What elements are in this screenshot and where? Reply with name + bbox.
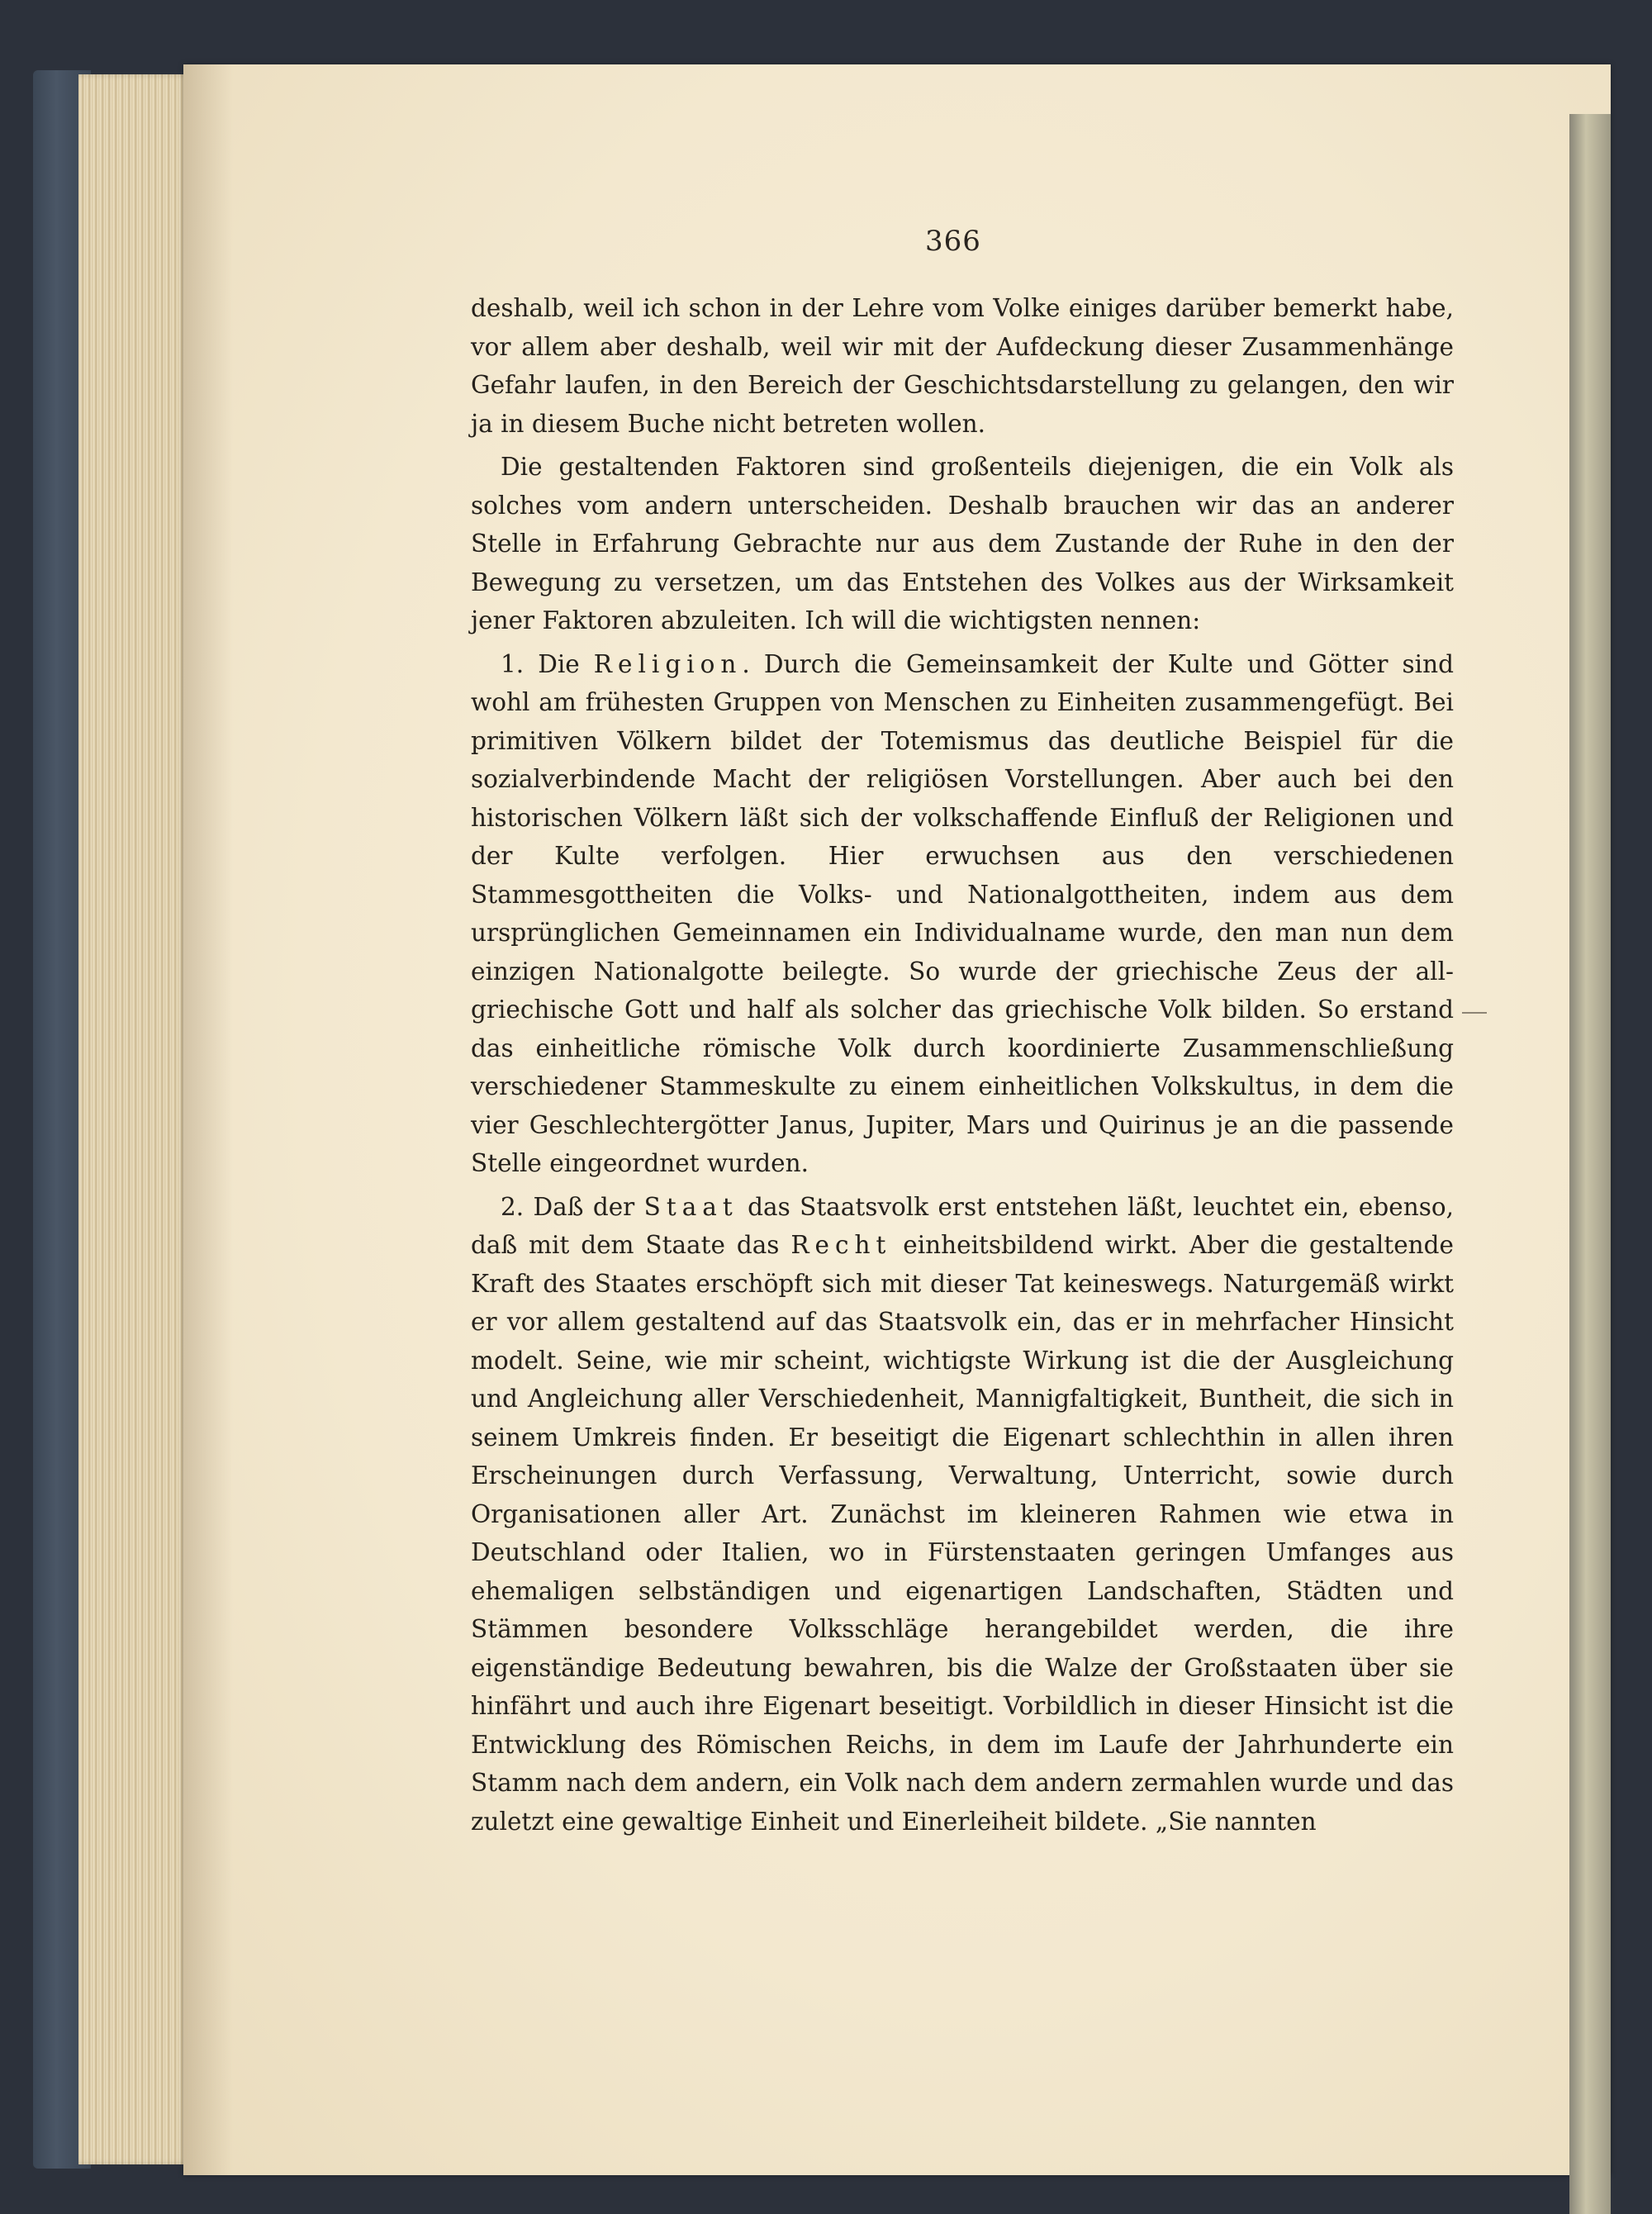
paragraph-continuation: deshalb, weil ich schon in der Lehre vom Volke einiges darüber bemerkt habe, vor allem aber deshalb, weil wir mit der Aufdeckung dieser Zusammenhänge Gefahr laufen, in den Bereich der Geschichtsdarstellung zu gelangen, den wir ja in diesem Buche nicht betreten wollen. <box>471 294 1454 438</box>
page-number: 366 <box>925 225 981 258</box>
gutter-shadow <box>183 64 233 2175</box>
body-text <box>471 289 1454 1841</box>
term-religion: Religion <box>593 649 743 678</box>
religion-text: . Durch die Gemeinsamkeit der Kulte und Götter sind wohl am frühesten Gruppen von Menschen zu Einheiten zusammengefügt. Bei primitiven Völkern bildet der Totemismus das deutliche Beispiel für die sozialverbindende Macht der religiösen Vorstellungen. Aber auch bei den historischen Völkern läßt sich der volkschaffende Einfluß der Religionen und der Kulte verfolgen. Hier erwuchsen aus den verschiedenen Stammesgottheiten die Volks- und Nationalgottheiten, indem aus dem ursprünglichen Gemeinnamen ein Individualname wurde, den man nun dem einzigen Nationalgotte beilegte. So wurde der griechische Zeus der all-griechische Gott und half als solcher das griechische Volk bilden. So erstand das einheitliche römische Volk durch koordinierte Zusammenschließung verschiedener Stammeskulte zu einem einheitlichen Volkskultus, in dem die vier Geschlechtergötter Janus, Jupiter, Mars und Quirinus je an die passende Stelle eingeordnet wurden. <box>471 649 1454 1177</box>
paragraph-religion <box>471 645 1454 1183</box>
page-stack-edges <box>78 74 194 2164</box>
term-recht: Recht <box>790 1231 892 1259</box>
list-number-1: 1. Die <box>501 649 594 678</box>
margin-pencil-mark <box>1462 1012 1487 1014</box>
term-staat: Staat <box>643 1192 738 1221</box>
state-text-mid: das Staatsvolk erst entstehen läßt, leuchtet ein, ebenso, daß mit dem Staate das <box>471 1192 1454 1259</box>
state-text-rest: einheitsbildend wirkt. Aber die gestaltende Kraft des Staates erschöpft sich mit dieser Tat keineswegs. Naturgemäß wirkt er vor allem gestaltend auf das Staatsvolk ein, das er in mehrfacher Hinsicht modelt. Seine, wie mir scheint, wichtigste Wirkung ist die der Ausgleichung und Angleichung aller Verschiedenheit, Mannigfaltigkeit, Buntheit, die sich in seinem Umkreis finden. Er beseitigt die Eigenart schlechthin in allen ihren Erscheinungen durch Verfassung, Verwaltung, Unterricht, sowie durch Organisationen aller Art. Zunächst im kleineren Rahmen wie etwa in Deutschland oder Italien, wo in Fürstenstaaten geringen Umfanges aus ehemaligen selbständigen und eigenartigen Landschaften, Städten und Stämmen besondere Volksschläge herangebildet werden, die ihre eigenständige Bedeutung bewahren, bis die Walze der Großstaaten über sie hinfährt und auch ihre Eigenart beseitigt. Vorbildlich in dieser Hinsicht ist die Entwicklung des Römischen Reichs, in dem im Laufe der Jahrhunderte ein Stamm nach dem andern, ein Volk nach dem andern zermahlen wurde und das zuletzt eine gewaltige Einheit und Einerleiheit bildete. „Sie nannten <box>471 1231 1454 1836</box>
paragraph-factors: Die gestaltenden Faktoren sind großenteils diejenigen, die ein Volk als solches vom andern unterscheiden. Deshalb brauchen wir das an anderer Stelle in Erfahrung Gebrachte nur aus dem Zustande der Ruhe in den der Bewegung zu versetzen, um das Entstehen des Volkes aus der Wirksamkeit jener Faktoren abzuleiten. Ich will die wichtigsten nennen: <box>471 453 1454 634</box>
list-number-2: 2. Daß der <box>501 1192 644 1221</box>
paragraph-state <box>471 1188 1454 1841</box>
right-binding-edge <box>1569 114 1611 2214</box>
